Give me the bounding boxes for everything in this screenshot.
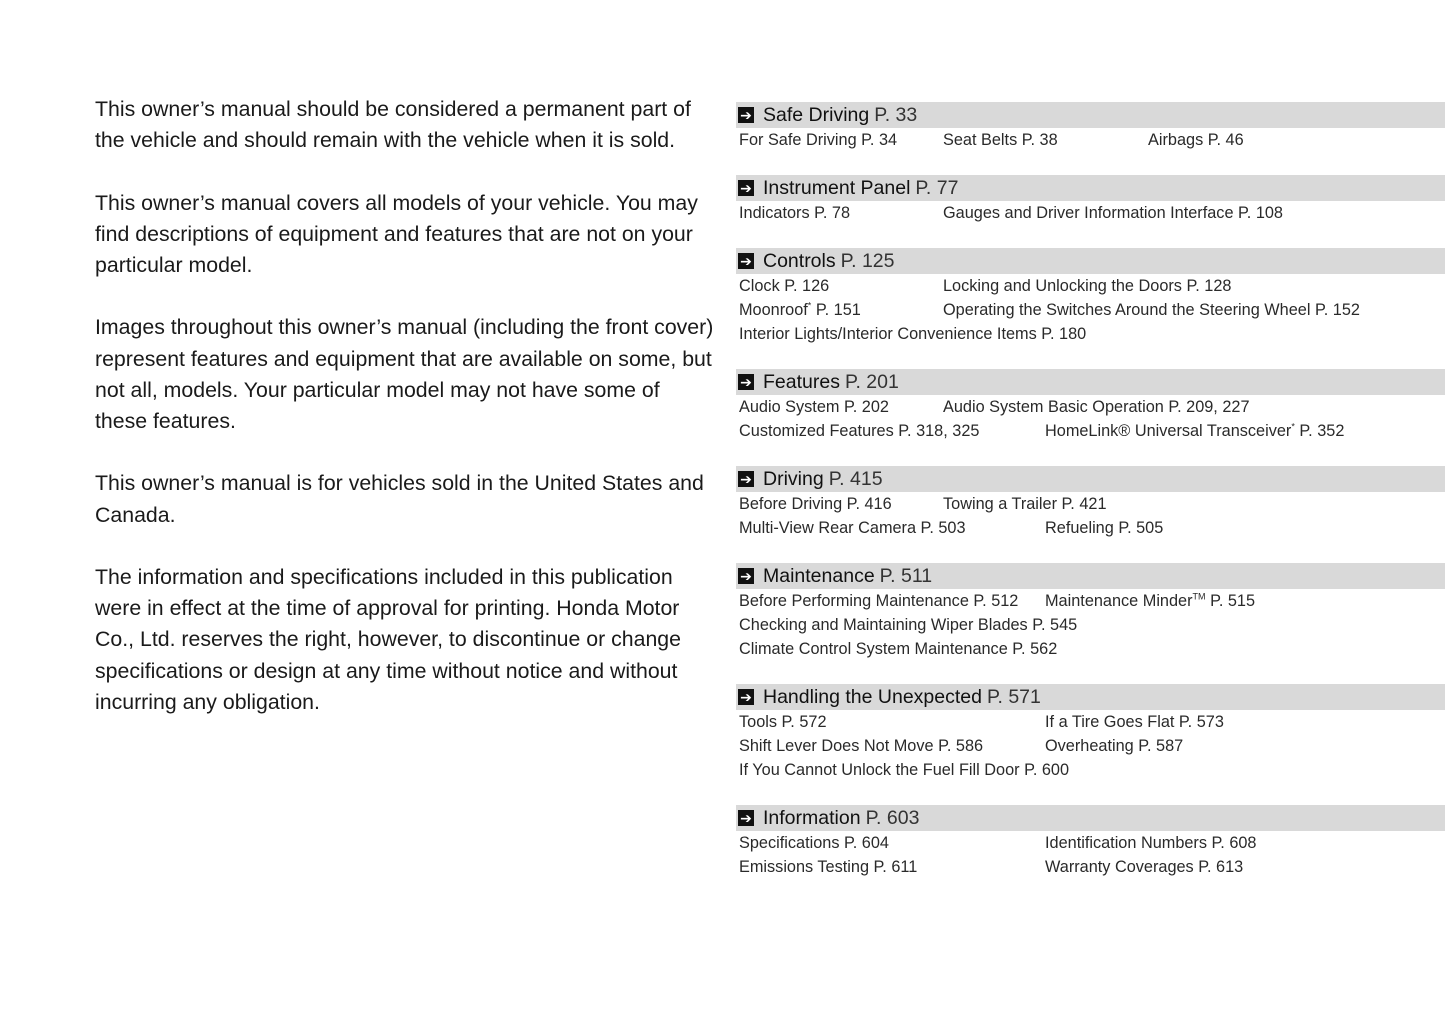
toc-link-shift-lever[interactable]: Shift Lever Does Not Move P. 586	[739, 737, 984, 755]
toc-link-towing[interactable]: Towing a Trailer P. 421	[943, 495, 1107, 513]
toc-link-homelink[interactable]	[1045, 419, 1344, 443]
toc-link-climate-control[interactable]: Climate Control System Maintenance P. 562	[739, 640, 1058, 658]
toc-link-specifications[interactable]: Specifications P. 604	[739, 834, 889, 852]
intro-text	[95, 94, 717, 749]
toc-link-customized-features[interactable]: Customized Features P. 318, 325	[739, 422, 980, 440]
toc-row	[736, 395, 1445, 419]
section-header-handling-unexpected[interactable]	[736, 684, 1445, 710]
intro-paragraph-region: This owner’s manual is for vehicles sold in the United States and Canada.	[95, 471, 704, 527]
arrow-right-icon: ➔	[738, 107, 754, 123]
section-title: Features	[763, 371, 840, 393]
section-title: Instrument Panel	[763, 177, 911, 199]
toc-link-overheating[interactable]: Overheating P. 587	[1045, 737, 1184, 755]
arrow-right-icon: ➔	[738, 689, 754, 705]
toc-section-safe-driving	[736, 102, 1445, 152]
arrow-right-icon: ➔	[738, 810, 754, 826]
intro-paragraph-permanent: This owner’s manual should be considered a permanent part of the vehicle and should remain with the vehicle when it is sold.	[95, 97, 691, 153]
toc-section-instrument-panel	[736, 175, 1445, 225]
toc-row	[736, 322, 1445, 346]
toc-link-identification[interactable]: Identification Numbers P. 608	[1045, 834, 1257, 852]
toc-link-rear-camera[interactable]: Multi-View Rear Camera P. 503	[739, 519, 966, 537]
toc-row	[736, 758, 1445, 782]
homelink-label: HomeLink® Universal Transceiver	[1045, 422, 1292, 440]
toc-link-gauges[interactable]: Gauges and Driver Information Interface P. 108	[943, 204, 1283, 222]
arrow-right-icon: ➔	[738, 471, 754, 487]
minder-page: P. 515	[1210, 592, 1256, 610]
toc-row	[736, 516, 1445, 540]
section-header-features[interactable]	[736, 369, 1445, 395]
toc-row	[736, 589, 1445, 613]
intro-paragraph-disclaimer: The information and specifications included in this publication were in effect at the time of approval for printing. Honda Motor Co., Ltd. reserves the right, however, to discontinue or change specifications or design at any time without notice and without incurring any obligation.	[95, 564, 681, 714]
toc-link-moonroof[interactable]	[739, 298, 861, 322]
toc-row	[736, 298, 1445, 322]
toc-link-seat-belts[interactable]: Seat Belts P. 38	[943, 131, 1058, 149]
toc-section-driving	[736, 466, 1445, 540]
homelink-page: P. 352	[1299, 422, 1345, 440]
section-page: P. 125	[840, 250, 895, 272]
toc-row	[736, 831, 1445, 855]
toc-row	[736, 855, 1445, 879]
toc-link-airbags[interactable]: Airbags P. 46	[1148, 131, 1244, 149]
toc-row	[736, 419, 1445, 443]
toc-link-before-driving[interactable]: Before Driving P. 416	[739, 495, 892, 513]
table-of-contents	[736, 102, 1445, 902]
moonroof-page: P. 151	[815, 301, 861, 319]
section-page: P. 571	[987, 686, 1041, 708]
toc-row	[736, 637, 1445, 661]
toc-row	[736, 613, 1445, 637]
section-title: Driving	[763, 468, 824, 490]
toc-link-interior-lights[interactable]: Interior Lights/Interior Convenience Items P. 180	[739, 325, 1087, 343]
toc-link-wiper-blades[interactable]: Checking and Maintaining Wiper Blades P. 545	[739, 616, 1078, 634]
toc-link-warranty[interactable]: Warranty Coverages P. 613	[1045, 858, 1244, 876]
section-page: P. 603	[865, 807, 920, 829]
minder-label: Maintenance Minder	[1045, 592, 1193, 610]
section-header-driving[interactable]	[736, 466, 1445, 492]
toc-section-handling-unexpected	[736, 684, 1445, 782]
section-page: P. 33	[874, 104, 918, 126]
toc-link-locking-doors[interactable]: Locking and Unlocking the Doors P. 128	[943, 277, 1232, 295]
toc-row	[736, 128, 1445, 152]
toc-link-steering-switches[interactable]: Operating the Switches Around the Steering Wheel P. 152	[943, 301, 1360, 319]
section-title: Controls	[763, 250, 836, 272]
section-page: P. 511	[879, 565, 933, 587]
section-title: Information	[763, 807, 861, 829]
toc-row	[736, 734, 1445, 758]
toc-link-fuel-door[interactable]: If You Cannot Unlock the Fuel Fill Door P. 600	[739, 761, 1070, 779]
toc-section-controls	[736, 248, 1445, 346]
asterisk-mark: *	[1291, 421, 1295, 432]
section-title: Maintenance	[763, 565, 875, 587]
toc-row	[736, 710, 1445, 734]
toc-link-tools[interactable]: Tools P. 572	[739, 713, 827, 731]
section-header-controls[interactable]	[736, 248, 1445, 274]
toc-link-audio-basic[interactable]: Audio System Basic Operation P. 209, 227	[943, 398, 1250, 416]
toc-link-emissions[interactable]: Emissions Testing P. 611	[739, 858, 918, 876]
section-header-information[interactable]	[736, 805, 1445, 831]
arrow-right-icon: ➔	[738, 374, 754, 390]
intro-paragraph-images: Images throughout this owner’s manual (including the front cover) represent features and equipment that are available on some, but not all, models. Your particular model may not have some of these features.	[95, 315, 714, 433]
moonroof-label: Moonroof	[739, 301, 808, 319]
toc-link-maintenance-minder[interactable]	[1045, 589, 1255, 613]
section-header-instrument-panel[interactable]	[736, 175, 1445, 201]
toc-section-maintenance	[736, 563, 1445, 661]
toc-link-audio-system[interactable]: Audio System P. 202	[739, 398, 889, 416]
section-page: P. 201	[844, 371, 899, 393]
toc-row	[736, 201, 1445, 225]
toc-link-before-maintenance[interactable]: Before Performing Maintenance P. 512	[739, 592, 1019, 610]
arrow-right-icon: ➔	[738, 180, 754, 196]
arrow-right-icon: ➔	[738, 568, 754, 584]
toc-link-clock[interactable]: Clock P. 126	[739, 277, 830, 295]
section-title: Safe Driving	[763, 104, 870, 126]
intro-paragraph-models: This owner’s manual covers all models of your vehicle. You may find descriptions of equipment and features that are not on your particular model.	[95, 190, 698, 277]
toc-section-information	[736, 805, 1445, 879]
toc-link-for-safe-driving[interactable]: For Safe Driving P. 34	[739, 131, 898, 149]
toc-link-refueling[interactable]: Refueling P. 505	[1045, 519, 1164, 537]
trademark-mark: TM	[1192, 591, 1206, 602]
toc-link-flat-tire[interactable]: If a Tire Goes Flat P. 573	[1045, 713, 1224, 731]
section-header-safe-driving[interactable]	[736, 102, 1445, 128]
section-page: P. 415	[828, 468, 883, 490]
toc-link-indicators[interactable]: Indicators P. 78	[739, 204, 851, 222]
section-header-maintenance[interactable]	[736, 563, 1445, 589]
section-title: Handling the Unexpected	[763, 686, 982, 708]
section-page: P. 77	[915, 177, 959, 199]
toc-row	[736, 492, 1445, 516]
toc-section-features	[736, 369, 1445, 443]
toc-row	[736, 274, 1445, 298]
arrow-right-icon: ➔	[738, 253, 754, 269]
asterisk-mark: *	[807, 300, 812, 311]
